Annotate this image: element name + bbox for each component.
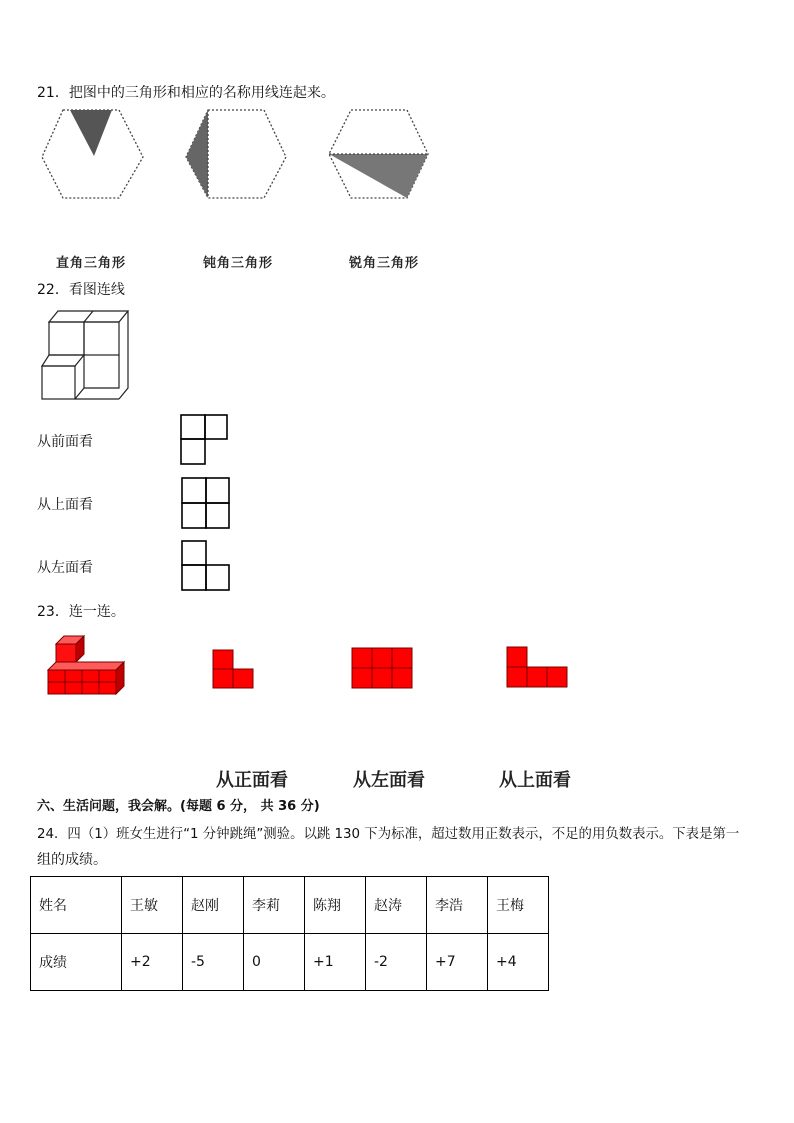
table-cell: 赵刚 — [183, 877, 244, 934]
q22-cube-stack-figure — [40, 308, 132, 404]
table-cell: 王梅 — [488, 877, 549, 934]
table-cell: 陈翔 — [305, 877, 366, 934]
q24-score-table — [30, 876, 549, 991]
table-cell: +7 — [427, 934, 488, 991]
q22-text: 22．看图连线 — [37, 282, 125, 298]
table-cell: -5 — [183, 934, 244, 991]
table-row — [31, 877, 549, 934]
q23-label-front-view: 从正面看 — [216, 770, 288, 791]
q22-view-front: 从前面看 — [37, 434, 93, 450]
q23-red-cube-figures — [44, 632, 574, 698]
q21-hexagon-figures — [38, 106, 438, 202]
q21-label-obtuse-triangle: 钝角三角形 — [203, 256, 274, 271]
triangle-3 — [329, 154, 428, 198]
q21-label-acute-triangle: 锐角三角形 — [349, 256, 420, 271]
table-cell: 李浩 — [427, 877, 488, 934]
table-cell: +2 — [122, 934, 183, 991]
q22-view-top: 从上面看 — [37, 497, 93, 513]
triangle-1 — [70, 110, 112, 156]
q21-text: 21．把图中的三角形和相应的名称用线连起来。 — [37, 85, 335, 101]
q23-text: 23．连一连。 — [37, 604, 125, 620]
triangle-2 — [186, 110, 208, 198]
q23-label-left-view: 从左面看 — [353, 770, 425, 791]
table-cell: 李莉 — [244, 877, 305, 934]
section6-title: 六、生活问题，我会解。(每题 6 分， 共 36 分) — [37, 799, 320, 814]
table-cell: +1 — [305, 934, 366, 991]
table-row — [31, 934, 549, 991]
q24-text-line2: 组的成绩。 — [37, 852, 107, 868]
table-cell: +4 — [488, 934, 549, 991]
table-cell: -2 — [366, 934, 427, 991]
table-row-header-name: 姓名 — [31, 877, 122, 934]
q24-text-line1: 24．四（1）班女生进行“1 分钟跳绳”测验。以跳 130 下为标准，超过数用正数表示，不足的用负数表示。下表是第一 — [37, 827, 740, 842]
q22-view-shapes — [178, 412, 232, 592]
q23-label-top-view: 从上面看 — [499, 770, 571, 791]
table-cell: 0 — [244, 934, 305, 991]
table-row-header-score: 成绩 — [31, 934, 122, 991]
q21-label-right-triangle: 直角三角形 — [56, 256, 127, 271]
table-cell: 王敏 — [122, 877, 183, 934]
table-cell: 赵涛 — [366, 877, 427, 934]
q22-view-left: 从左面看 — [37, 560, 93, 576]
